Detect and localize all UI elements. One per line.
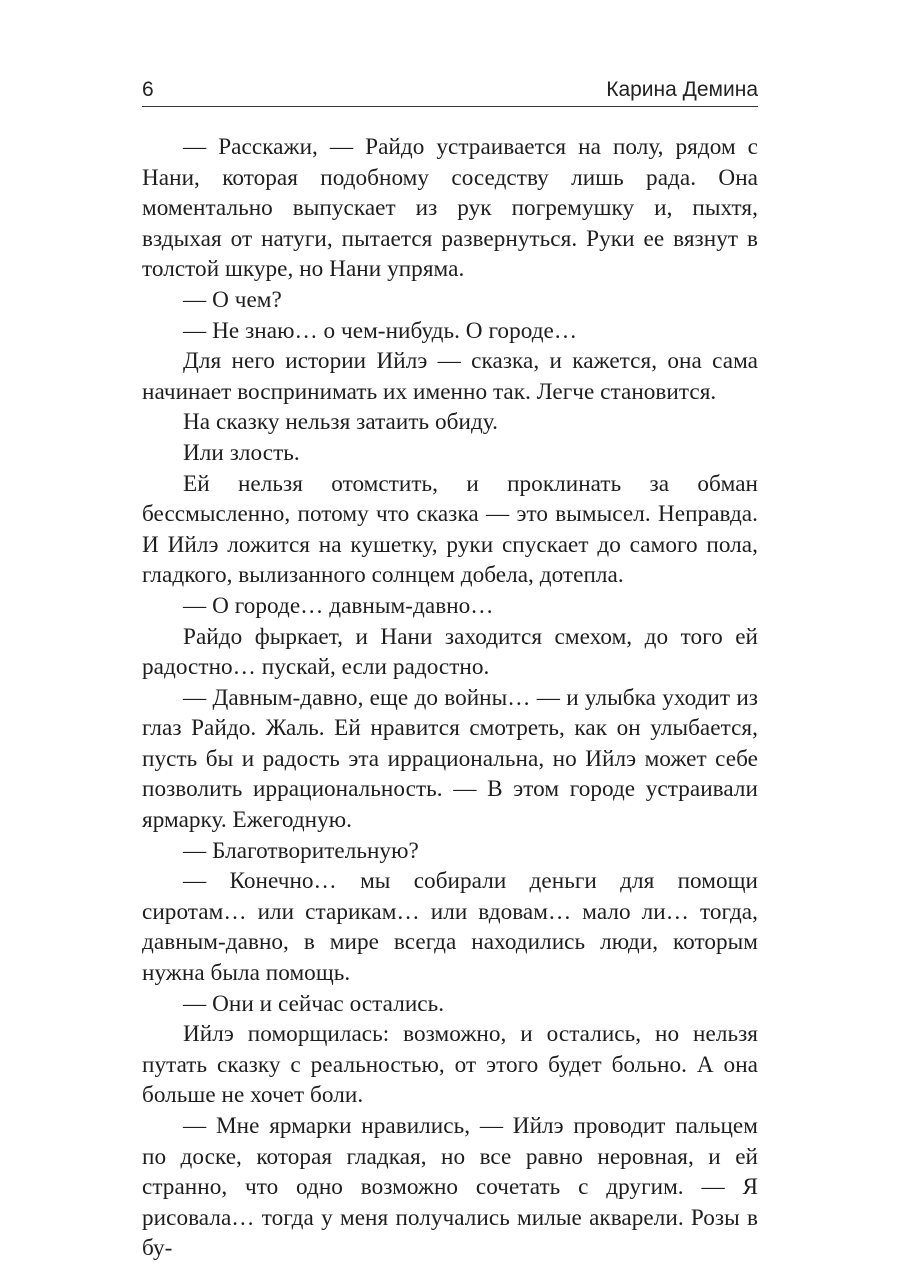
page-number: 6 [142,78,154,101]
running-title-author: Карина Демина [606,78,758,101]
paragraph: — Конечно… мы собирали деньги для помощи сиротам… или старикам… или вдовам… мало ли… тогда, давным-давно, в мире всегда находились люди, которым нужна была помощь. [142,868,758,987]
paragraph: Или злость. [183,439,300,466]
paragraph: Ей нельзя отомстить, и проклинать за обман бессмысленно, потому что сказка — это вымысел. Неправда. И Ийлэ ложится на кушетку, руки спускает до самого пола, гладкого, вылизанного солнцем добела, дотепла. [142,470,758,589]
paragraph: — Расскажи, — Райдо устраивается на полу, рядом с Нани, которая подобному соседству лишь рада. Она моментально выпускает из рук погремушку и, пыхтя, вздыхая от натуги, пытается развернуться. Руки ее вязнут в толстой шкуре, но Нани упряма. [142,134,758,283]
paragraph: — Давным-давно, еще до войны… — и улыбка уходит из глаз Райдо. Жаль. Ей нравится смотреть, как он улыбается, пусть бы и радость эта иррациональна, но Ийлэ может себе позволить иррациональность. — В этом городе устраивали ярмарку. Ежегодную. [142,684,758,834]
paragraph: На сказку нельзя затаить обиду. [183,409,498,436]
paragraph: — О городе… давным-давно… [183,592,494,619]
paragraph: — О чем? [183,286,282,313]
paragraph: Райдо фыркает, и Нани заходится смехом, до того ей радостно… пускай, если радостно. [142,623,758,681]
paragraph: — Мне ярмарки нравились, — Ийлэ проводит пальцем по доске, которая гладкая, но все равно неровная, и ей странно, что одно возможно сочетать с другим. — Я рисовала… тогда у меня получались милые акварели. Розы в бу- [142,1113,758,1262]
paragraph: — Благотворительную? [183,837,419,864]
paragraph: — Не знаю… о чем-нибудь. О городе… [183,317,578,344]
page-header [142,76,758,107]
paragraph: Ийлэ поморщилась: возможно, и остались, но нельзя путать сказку с реальностью, от этого будет больно. А она больше не хочет боли. [142,1021,758,1109]
paragraph: — Они и сейчас остались. [183,990,445,1017]
text-body [142,132,758,1264]
paragraph: Для него истории Ийлэ — сказка, и кажется, она сама начинает воспринимать их именно так. Легче становится. [142,348,758,405]
